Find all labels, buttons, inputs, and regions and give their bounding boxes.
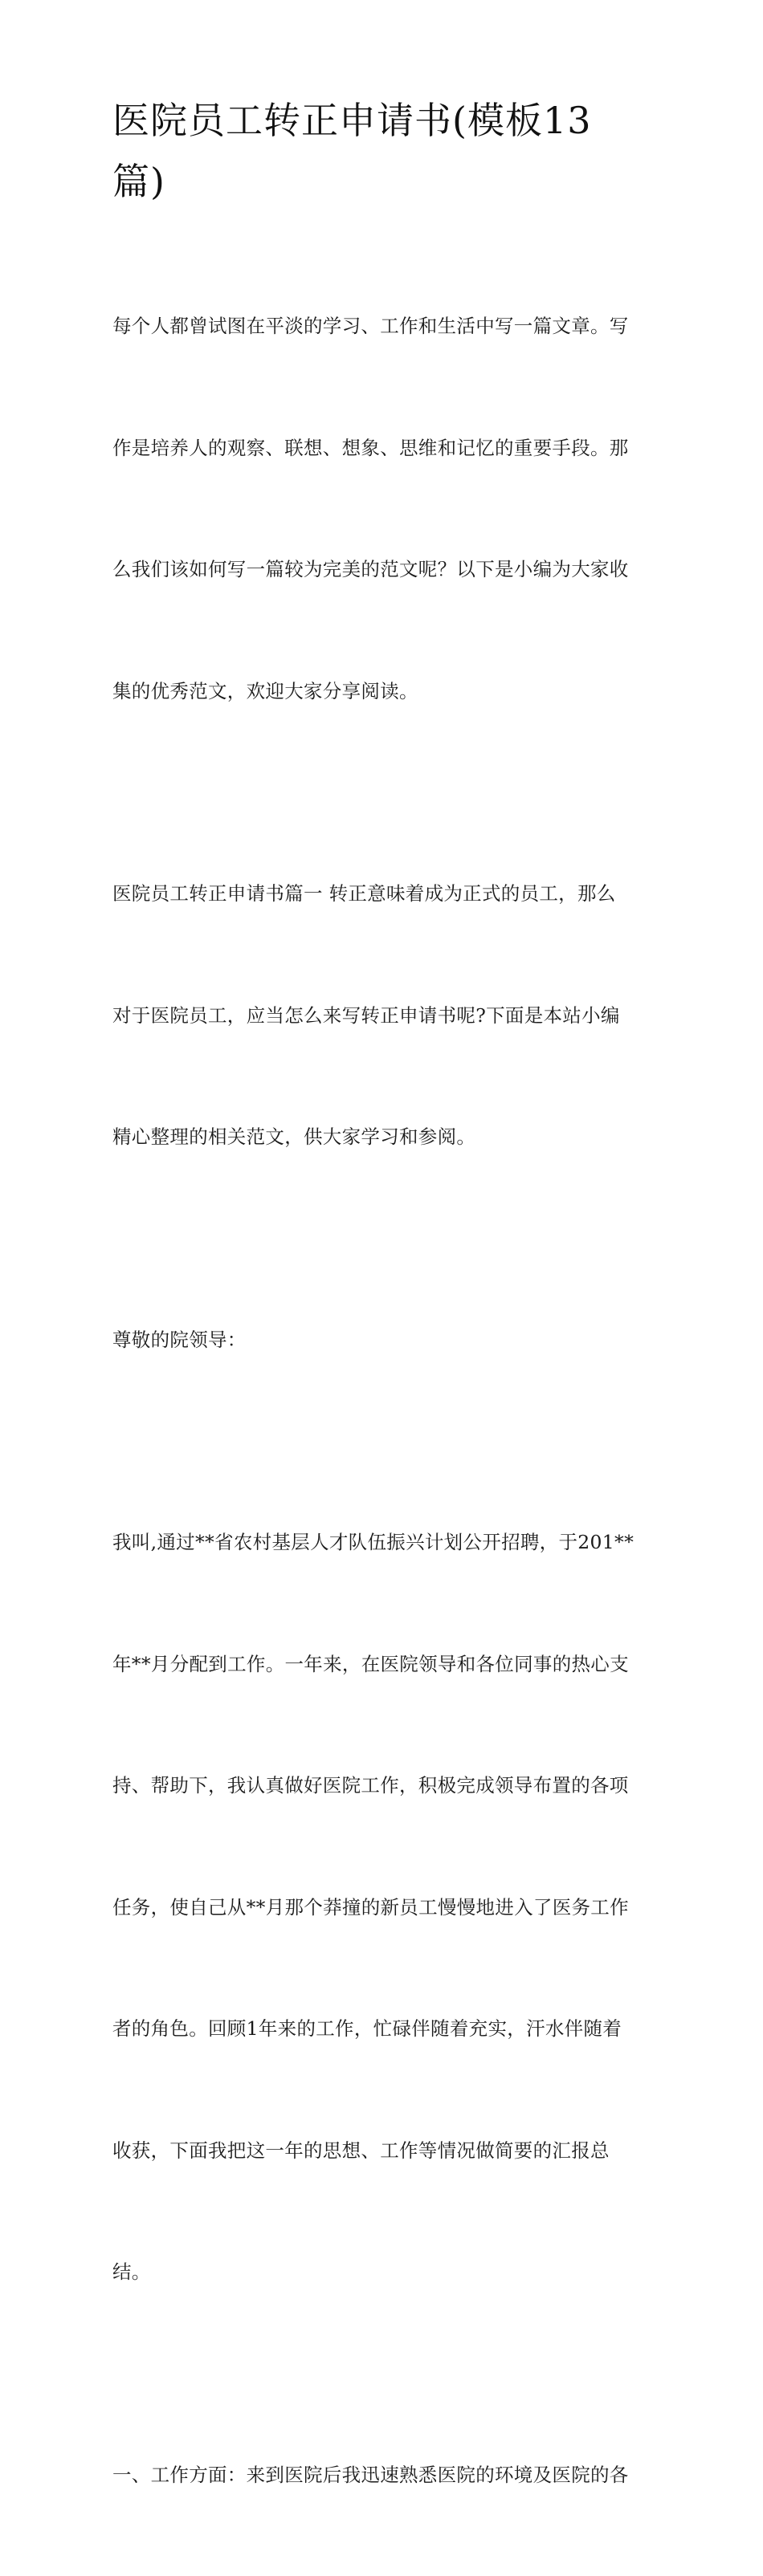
section-one-paragraph [112, 792, 659, 1239]
text-line: 我叫,通过**省农村基层人才队伍振兴计划公开招聘，于201** [112, 1522, 659, 1563]
text-line: 每个人都曾试图在平淡的学习、工作和生活中写一篇文章。写 [112, 306, 659, 347]
text-line: 医院员工转正申请书篇一 转正意味着成为正式的员工，那么 [112, 873, 659, 914]
text-line: 持、帮助下，我认真做好医院工作，积极完成领导布置的各项 [112, 1765, 659, 1806]
text-line: 精心整理的相关范文，供大家学习和参阅。 [112, 1117, 659, 1158]
work-section-paragraph [112, 2374, 659, 2576]
text-line: 结。 [112, 2252, 659, 2293]
text-line: 尊敬的院领导： [112, 1320, 659, 1361]
text-line: 者的角色。回顾1年来的工作，忙碌伴随着充实，汗水伴随着 [112, 2008, 659, 2049]
title-line: 篇) [112, 151, 659, 212]
text-line: 一、工作方面：来到医院后我迅速熟悉医院的环境及医院的各 [112, 2455, 659, 2496]
salutation [112, 1239, 659, 1442]
text-line: 年**月分配到工作。一年来，在医院领导和各位同事的热心支 [112, 1644, 659, 1685]
text-line: 么我们该如何写一篇较为完美的范文呢？以下是小编为大家收 [112, 549, 659, 590]
body-paragraph [112, 1441, 659, 2374]
text-line: 任务，使自己从**月那个莽撞的新员工慢慢地进入了医务工作 [112, 1887, 659, 1928]
title-line: 医院员工转正申请书(模板13 [112, 90, 659, 151]
text-line: 集的优秀范文，欢迎大家分享阅读。 [112, 671, 659, 712]
document-title [112, 90, 659, 212]
document-page [0, 0, 763, 987]
intro-paragraph [112, 225, 659, 792]
text-line: 对于医院员工，应当怎么来写转正申请书呢?下面是本站小编 [112, 995, 659, 1036]
text-line: 收获，下面我把这一年的思想、工作等情况做简要的汇报总 [112, 2130, 659, 2171]
document-body [112, 225, 659, 2576]
text-line: 作是培养人的观察、联想、想象、思维和记忆的重要手段。那 [112, 428, 659, 469]
